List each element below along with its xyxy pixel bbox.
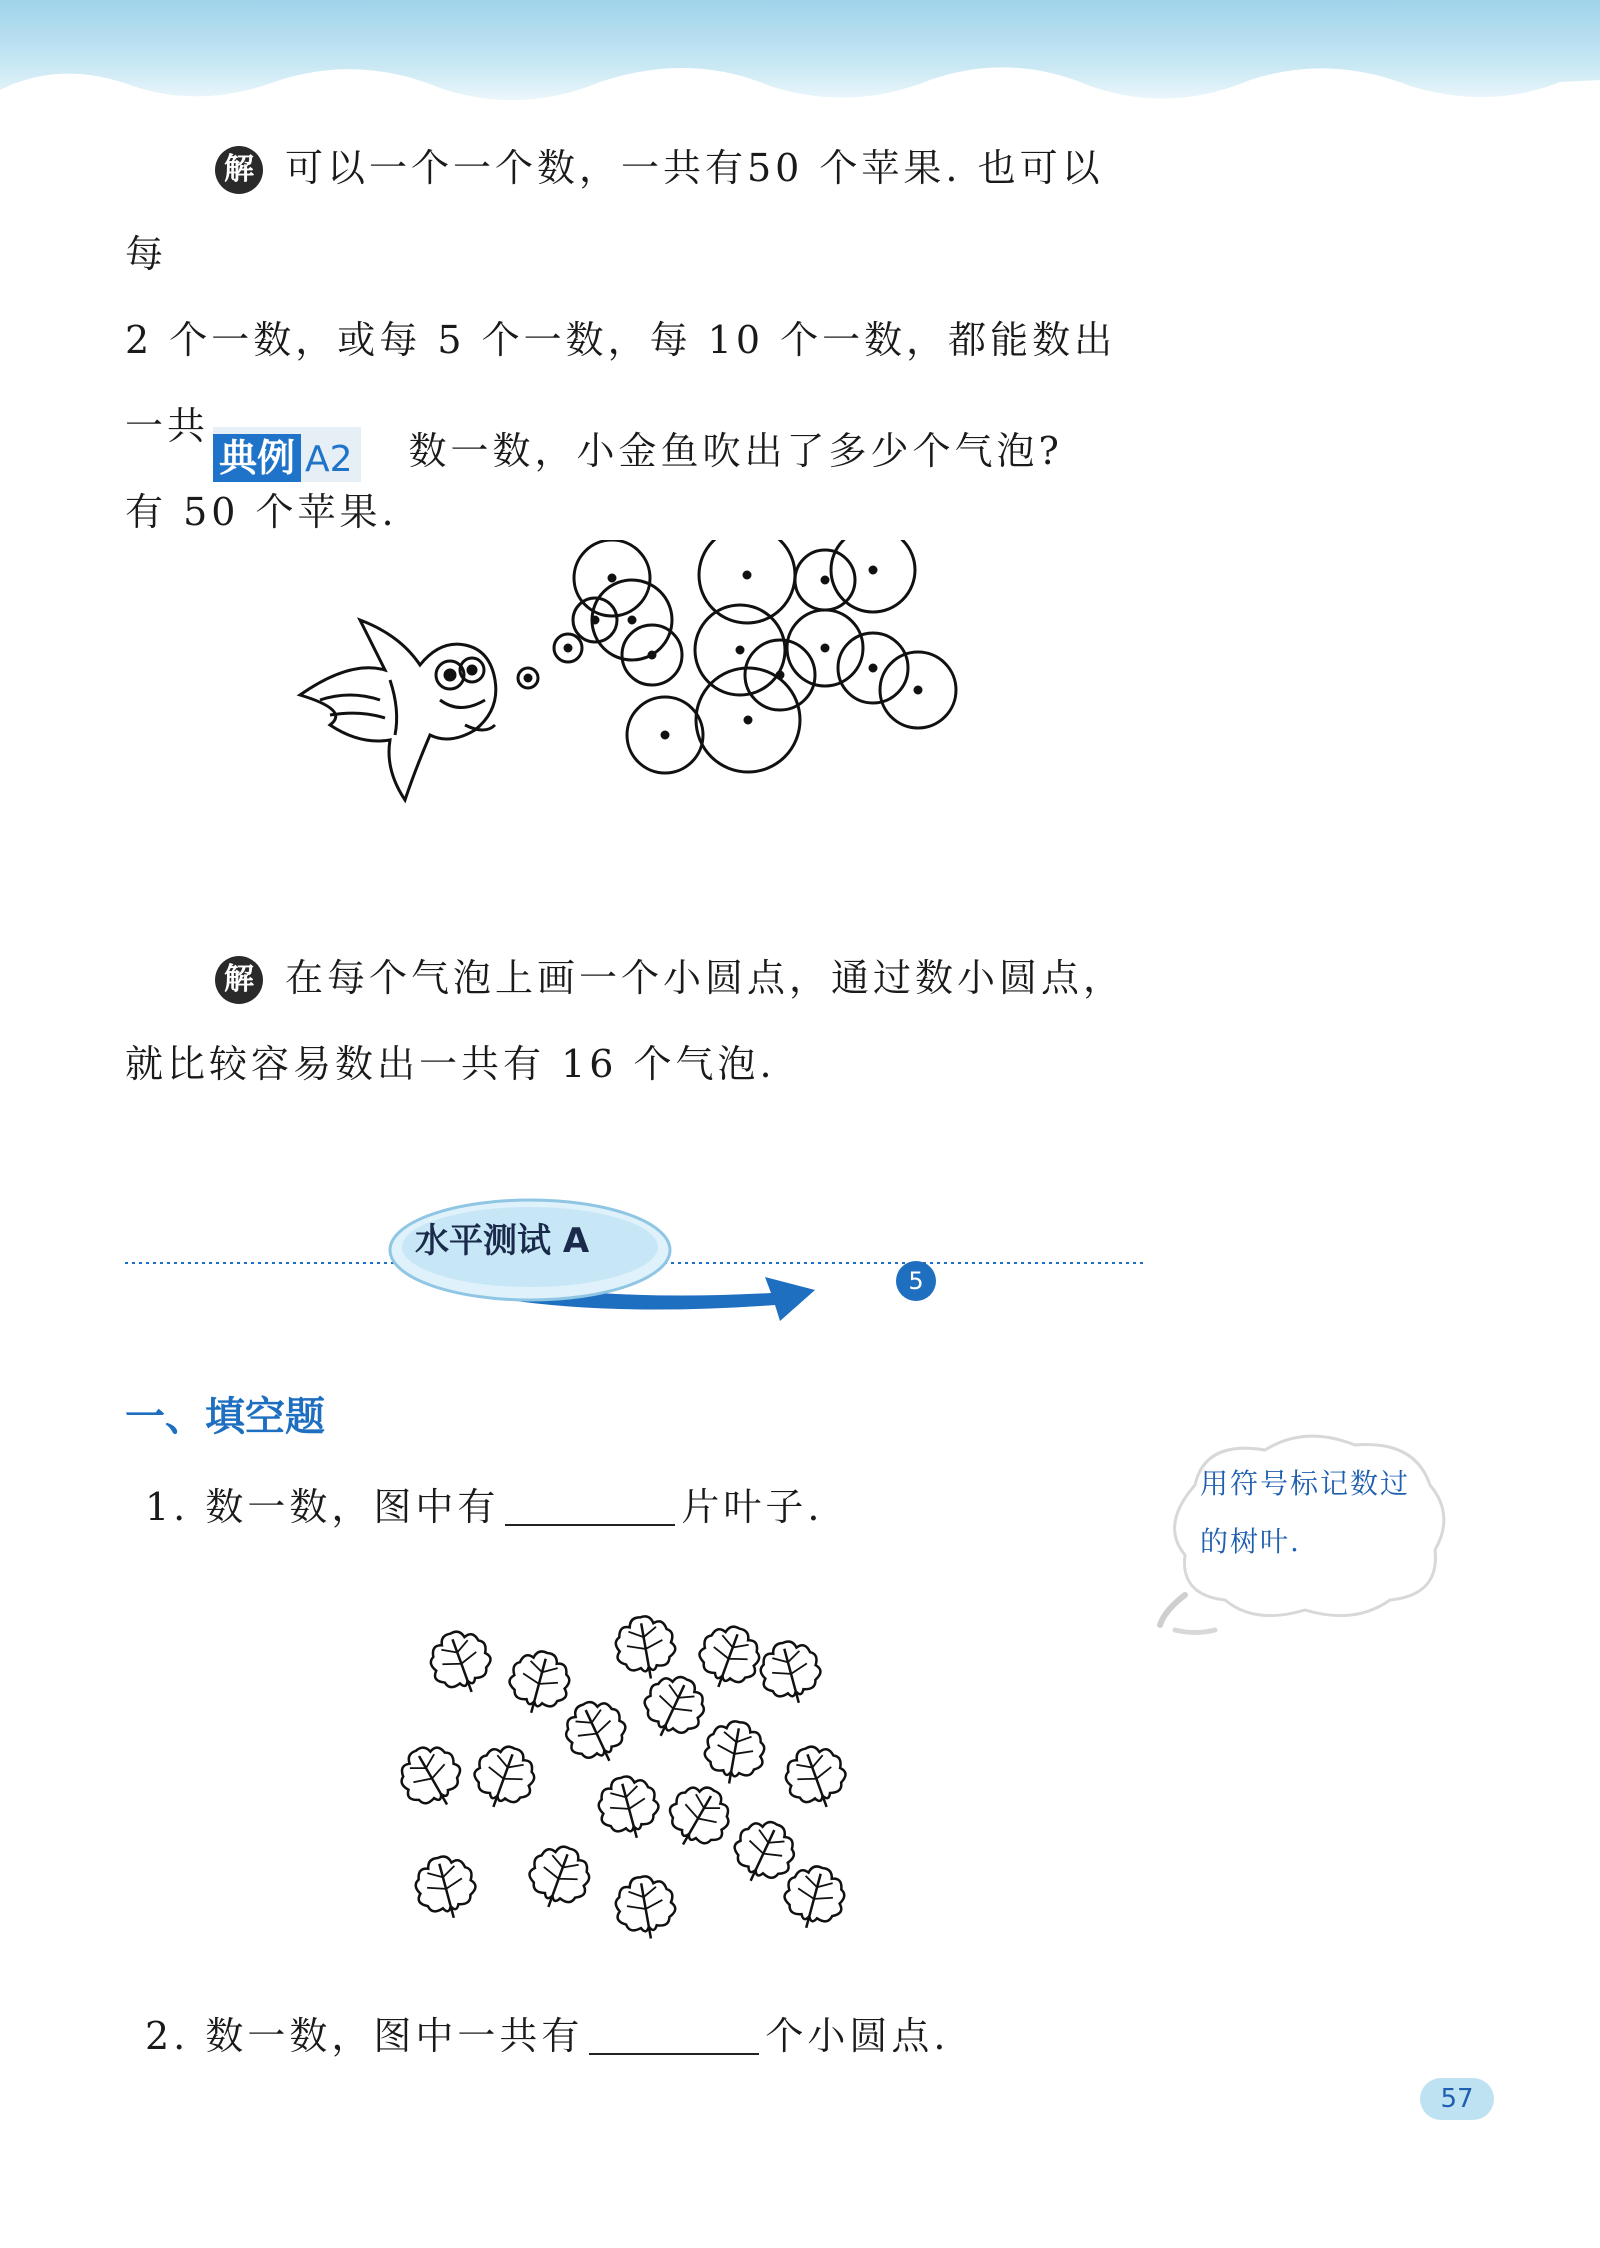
bubbles-group — [518, 540, 956, 773]
leaf-icon — [423, 1623, 499, 1702]
test-title: 水平测试 A — [415, 1221, 590, 1261]
question-1-text-before: 数一数，图中有 — [205, 1485, 500, 1529]
tip-line-1: 用符号标记数过 — [1200, 1467, 1411, 1500]
goldfish-bubbles-figure — [290, 540, 1010, 880]
page-number: 57 — [1420, 2078, 1494, 2120]
bubble-dot — [565, 645, 571, 651]
section-title: 一、填空题 — [125, 1394, 325, 1440]
tip-line-2: 的树叶. — [1200, 1525, 1301, 1558]
question-2-number: 2. — [145, 2014, 190, 2058]
leaves-figure — [390, 1610, 870, 1940]
bubble-dot — [629, 617, 635, 623]
goldfish-icon — [300, 620, 496, 800]
question-2-text-before: 数一数，图中一共有 — [205, 2014, 584, 2058]
question-2-answer-blank[interactable] — [589, 2013, 759, 2055]
leaf-icon — [658, 1776, 740, 1859]
test-a-header — [125, 1195, 1145, 1335]
leaf-icon — [754, 1635, 827, 1710]
leaf-icon — [521, 1838, 597, 1917]
leaf-icon — [592, 1770, 665, 1845]
bubble-dot — [915, 687, 921, 693]
bubble-dot — [870, 567, 876, 573]
example-a2 — [213, 420, 1063, 482]
solution-1-line-1: 可以一个一个数，一共有50 个苹果. 也可以每 — [125, 146, 1104, 276]
bubble-dot — [737, 647, 743, 653]
solution-2-line-2: 就比较容易数出一共有 16 个气泡. — [125, 1042, 776, 1086]
leaf-icon — [611, 1872, 679, 1940]
solution-badge: 解 — [215, 956, 263, 1004]
bubble-dot — [609, 575, 615, 581]
leaf-icon — [409, 1850, 482, 1925]
solution-badge: 解 — [215, 146, 263, 194]
bubble-dot — [662, 732, 668, 738]
bubble-dot — [822, 645, 828, 651]
tip-text — [1200, 1455, 1440, 1571]
leaf-icon — [778, 1860, 851, 1935]
question-1-answer-blank[interactable] — [505, 1484, 675, 1526]
bubble-dot — [745, 717, 751, 723]
leaf-icon — [691, 1618, 767, 1697]
bubble-dot — [870, 665, 876, 671]
leaf-icon — [700, 1717, 768, 1789]
bubble — [699, 540, 795, 623]
bubble-dot — [777, 672, 783, 678]
question-2-text-after: 个小圆点. — [765, 2014, 950, 2058]
solution-2-line-1: 在每个气泡上画一个小圆点，通过数小圆点， — [285, 956, 1126, 1000]
leaf-icon — [503, 1645, 576, 1720]
leaf-icon — [391, 1736, 473, 1819]
bubble — [831, 540, 915, 612]
bubble-dot — [525, 675, 531, 681]
solution-1-line-3: 有 50 个苹果. — [125, 490, 398, 534]
example-badge — [213, 427, 361, 482]
question-2 — [145, 2005, 949, 2060]
bubble-dot — [822, 577, 828, 583]
question-1-text-after: 片叶子. — [681, 1485, 824, 1529]
leaf-icon — [778, 1738, 854, 1817]
example-question: 数一数，小金鱼吹出了多少个气泡? — [408, 429, 1063, 473]
test-number-badge: 5 — [896, 1261, 936, 1301]
example-badge-code: A2 — [305, 439, 353, 480]
question-1-number: 1. — [145, 1485, 190, 1529]
test-header-banner-graphic — [125, 1195, 1145, 1335]
cloud-edge-decoration — [0, 40, 1600, 130]
leaf-icon — [466, 1738, 542, 1817]
example-badge-label: 典例 — [213, 434, 301, 482]
leaf-icon — [634, 1667, 713, 1748]
solution-1-line-2: 2 个一数，或每 5 个一数，每 10 个一数，都能数出一共 — [125, 318, 1117, 448]
leaf-icon — [557, 1692, 636, 1773]
question-1 — [145, 1476, 823, 1531]
solution-2-paragraph — [125, 935, 1145, 1107]
solution-1-paragraph — [125, 125, 1145, 555]
bubble-dot — [649, 652, 655, 658]
bubble-dot — [744, 572, 750, 578]
leaf-icon — [611, 1612, 679, 1684]
